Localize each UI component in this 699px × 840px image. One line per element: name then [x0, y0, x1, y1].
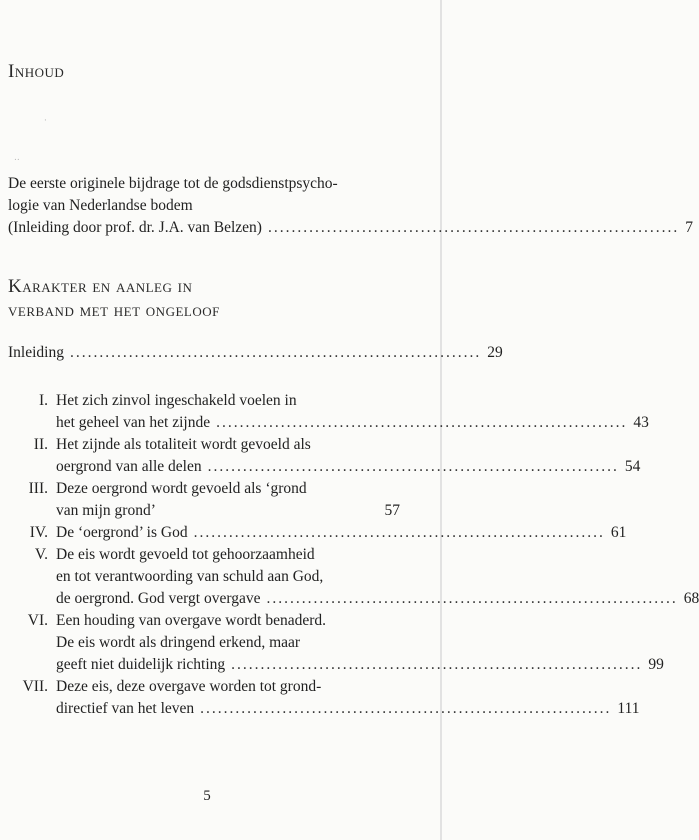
toc-line: Een houding van overgave wordt benaderd. [56, 612, 327, 629]
scan-speck: · [44, 116, 47, 126]
page-number: 5 [203, 788, 211, 804]
toc-entry-iii [8, 478, 400, 522]
toc-entry-v [8, 544, 699, 610]
dot-leader: ...................................................................... [231, 656, 643, 673]
toc-number: II. [33, 436, 48, 453]
toc-last-line: De ‘oergrond’ is God [56, 524, 188, 541]
toc-page: 54 [624, 458, 641, 475]
intro-last-line: (Inleiding door prof. dr. J.A. van Belzen) [8, 219, 262, 236]
toc-number: VII. [22, 678, 48, 695]
toc-page: 99 [648, 656, 664, 673]
section-heading-line-2: verband met het ongeloof [8, 300, 220, 321]
inleiding-label: Inleiding [8, 344, 64, 361]
toc-line: De eis wordt gevoeld tot gehoorzaamheid [56, 546, 315, 563]
toc-number: V. [34, 546, 48, 563]
scan-speck: .. [14, 153, 20, 163]
toc-last-line: het geheel van het zijnde [56, 414, 211, 431]
dot-leader: ...................................................................... [193, 524, 605, 541]
toc-line: en tot verantwoording van schuld aan God, [56, 568, 324, 585]
toc-last-line: de oergrond. God vergt overgave [56, 590, 261, 607]
intro-line-2: logie van Nederlandse bodem [8, 197, 193, 214]
toc-page: 111 [617, 700, 640, 717]
inleiding-entry [8, 342, 503, 364]
toc-list [8, 390, 699, 720]
toc-page: 68 [683, 590, 699, 607]
toc-entry-i [8, 390, 649, 434]
section-heading [8, 275, 408, 323]
toc-entry-ii [8, 434, 641, 478]
toc-page: 57 [384, 502, 400, 519]
intro-line-1: De eerste originele bijdrage tot de godsdienstpsycho- [8, 175, 338, 192]
toc-number: VI. [27, 612, 48, 629]
dot-leader: ...................................................................... [200, 700, 612, 717]
dot-leader: ...................................................................... [69, 344, 482, 361]
dot-leader: ...................................................................... [267, 219, 680, 236]
toc-page: 43 [633, 414, 649, 431]
contents-heading: Inhoud [8, 61, 65, 82]
intro-entry [8, 173, 693, 239]
toc-line: Het zich zinvol ingeschakeld voelen in [56, 392, 297, 409]
dot-leader: ...................................................................... [266, 590, 678, 607]
toc-line: Het zijnde als totaliteit wordt gevoeld als [56, 436, 311, 453]
toc-number: IV. [29, 524, 48, 541]
toc-line: De eis wordt als dringend erkend, maar [56, 634, 301, 651]
toc-last-line: geeft niet duidelijk richting [56, 656, 226, 673]
intro-last-row [8, 217, 693, 239]
inleiding-page: 29 [487, 344, 503, 361]
toc-last-line: oergrond van alle delen [56, 458, 202, 475]
dot-leader: ...................................................................... [216, 414, 628, 431]
dot-leader: ...................................................................... [207, 458, 619, 475]
toc-last-line: directief van het leven [56, 700, 195, 717]
toc-line: van mijn grond’ [56, 502, 156, 519]
toc-line: Deze oergrond wordt gevoeld als ‘grond [56, 480, 307, 497]
toc-number: I. [38, 392, 48, 409]
toc-entry-vii [8, 676, 640, 720]
section-heading-line-1: Karakter en aanleg in [8, 276, 193, 297]
intro-page: 7 [685, 219, 693, 236]
toc-number: III. [28, 480, 48, 497]
toc-entry-iv [8, 522, 627, 544]
toc-entry-vi [8, 610, 664, 676]
toc-page: 61 [610, 524, 627, 541]
toc-line: Deze eis, deze overgave worden tot grond- [56, 678, 322, 695]
